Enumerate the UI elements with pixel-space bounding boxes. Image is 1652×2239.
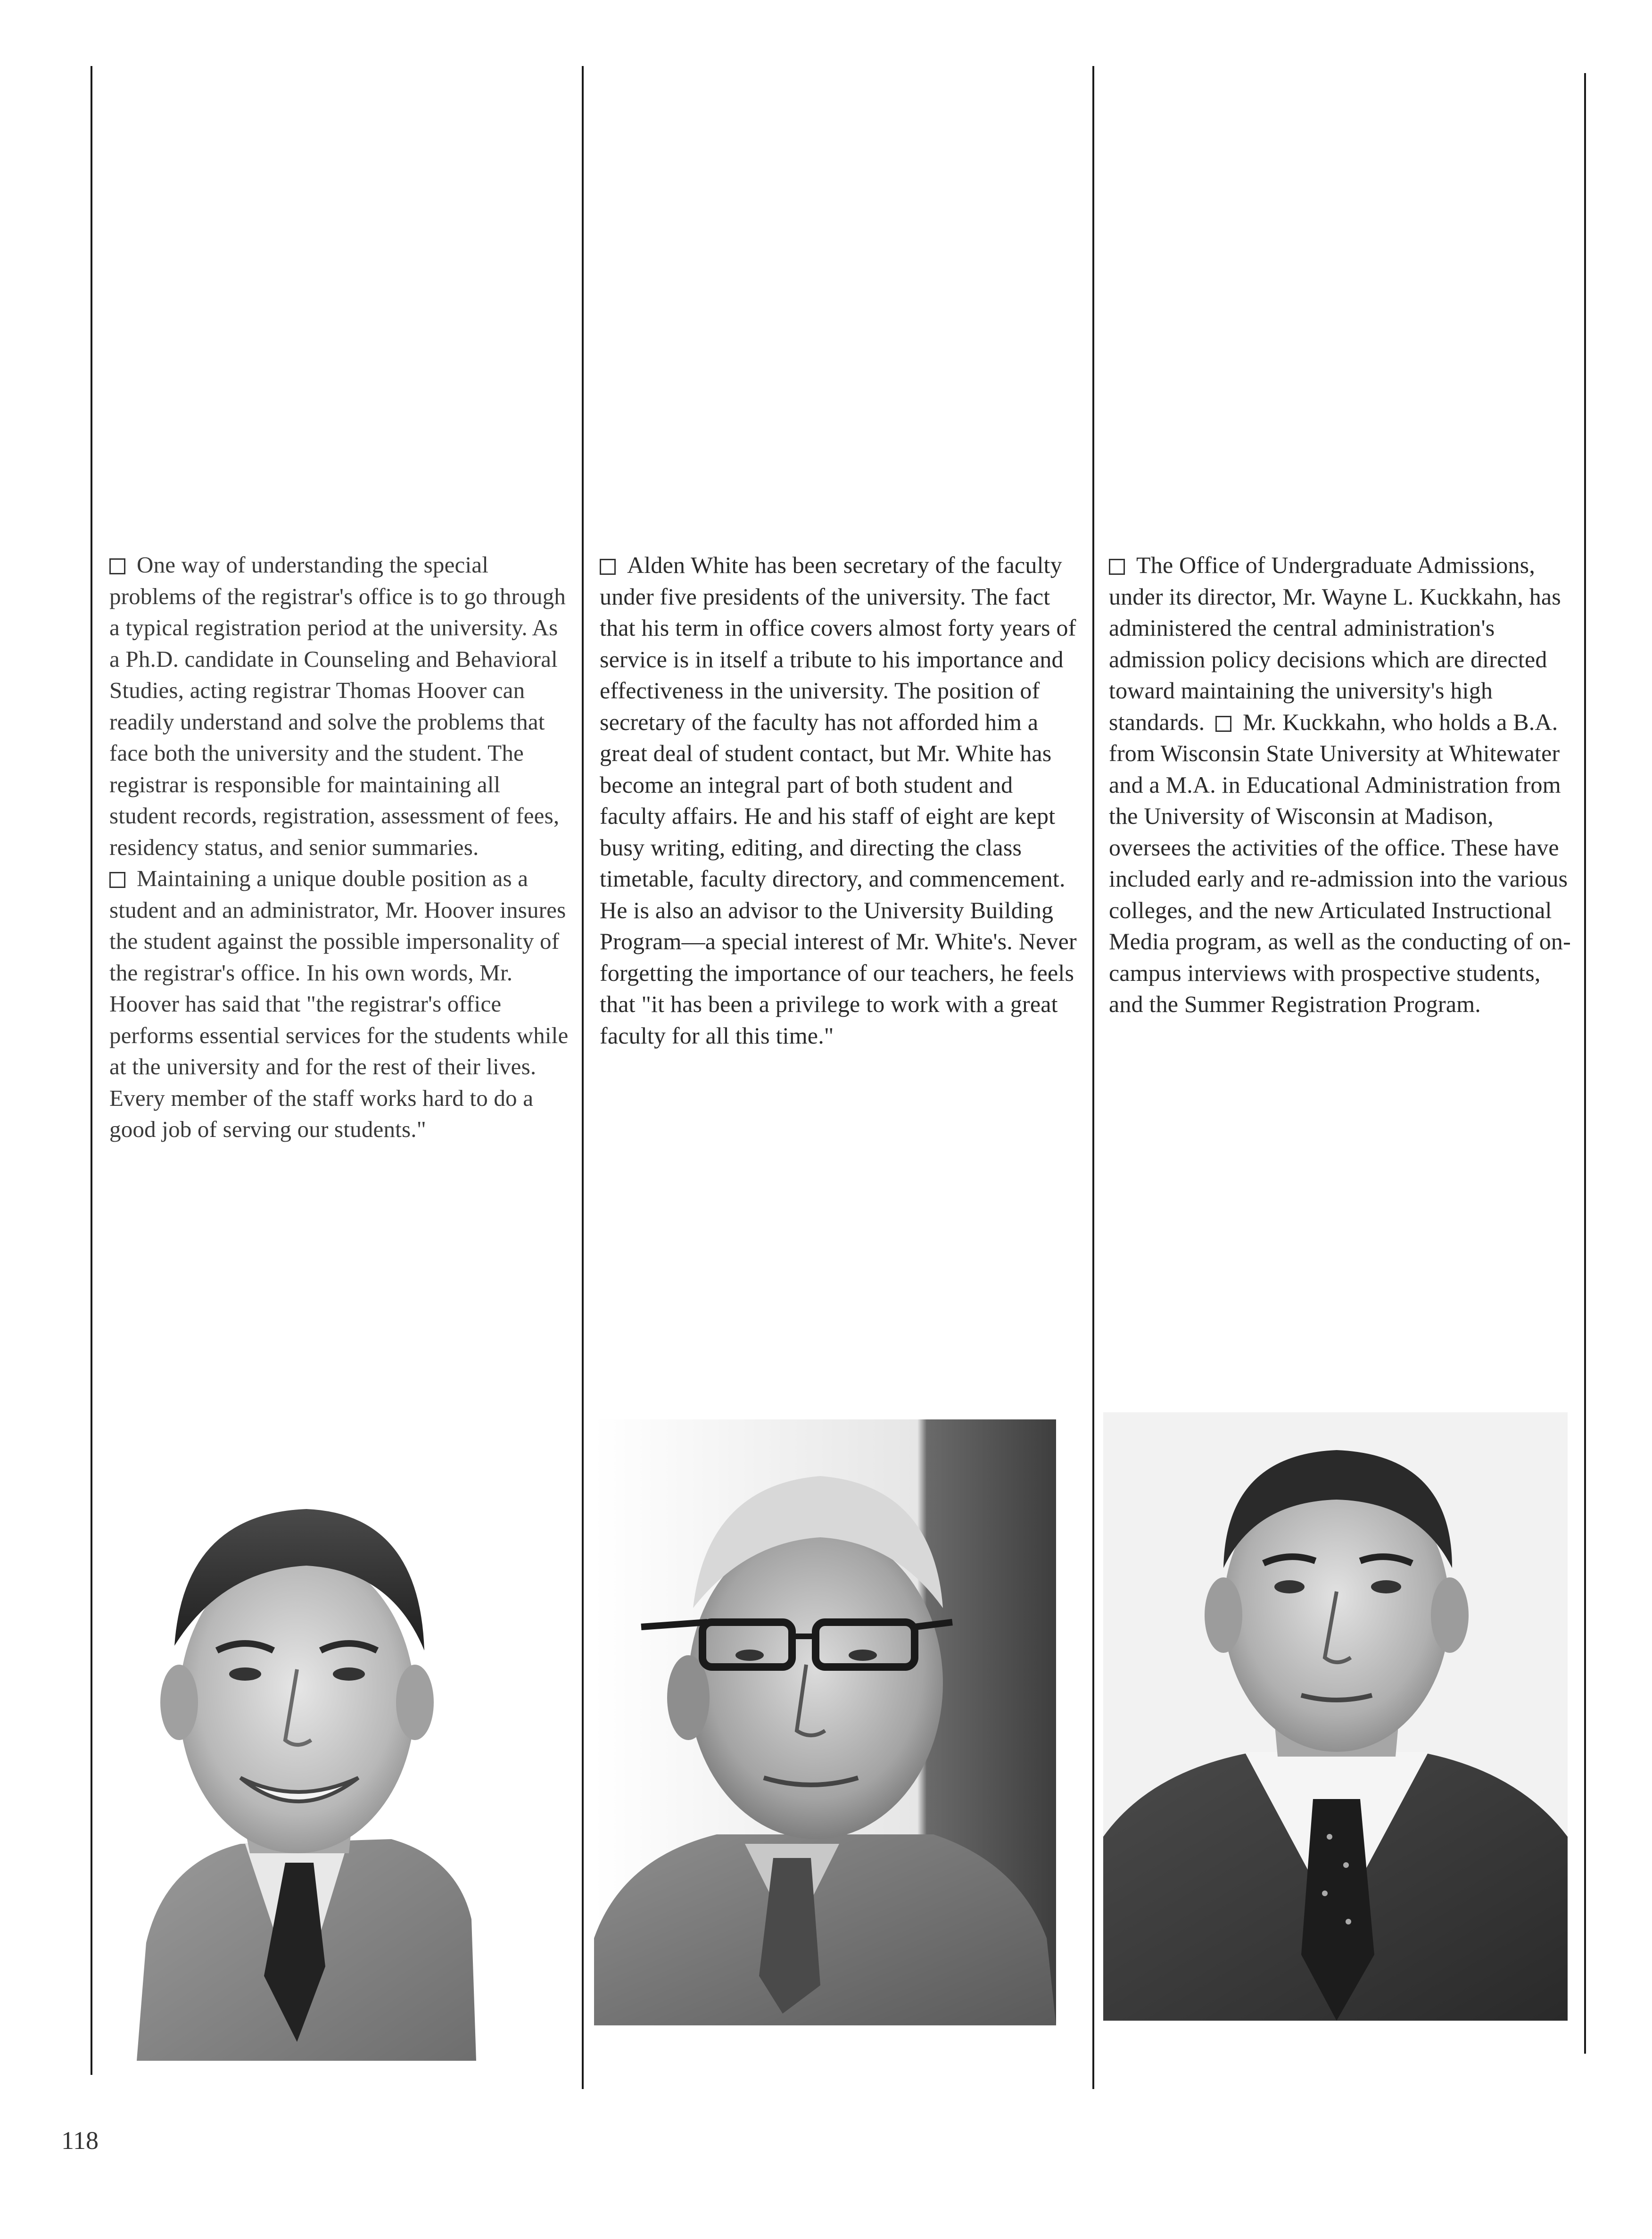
column-rule-3 [1092, 66, 1094, 2089]
column-2-paragraph-1: Alden White has been secretary of the faculty under five presidents of the university. The fact that his term in office covers almost forty years of service is in itself a tribute to his importance and effectiveness in the university. The position of secretary of the faculty has not afforded him a great deal of student contact, but Mr. White has become an integral part of both student and faculty affairs. He and his staff of eight are kept busy writing, editing, and directing the class timetable, faculty directory, and commencement. He is also an advisor to the University Building Program—a special interest of Mr. White's. Never forgetting the importance of our teachers, he feels that "it has been a privilege to work with a great faculty for all this time." [600, 552, 1077, 1049]
photo-alden-white [594, 1419, 1056, 2025]
column-1-text [109, 549, 571, 1145]
column-1-paragraph-2: Maintaining a unique double position as a student and an administrator, Mr. Hoover insures the student against the possible impersonality of the registrar's office. In his own words, Mr. Hoover has said that "the registrar's office performs essential services for the students while at the university and for the rest of their lives. Every member of the staff works hard to do a good job of serving our students." [109, 865, 569, 1142]
photo-thomas-hoover [127, 1448, 476, 2061]
column-1-paragraph-1: One way of understanding the special problems of the registrar's office is to go through a typical registration period at the university. As a Ph.D. candidate in Counseling and Behavioral Studies, acting registrar Thomas Hoover can readily understand and solve the problems that face both the university and the student. The registrar is responsible for maintaining all student records, registration, assessment of fees, residency status, and senior summaries. [109, 552, 566, 860]
bullet-box-icon [1215, 716, 1231, 732]
bullet-box-icon [600, 559, 616, 575]
bullet-box-icon [109, 872, 125, 888]
portrait-2-drawing [594, 1419, 1056, 2025]
column-3-paragraph-2: Mr. Kuckkahn, who holds a B.A. from Wisconsin State University at Whitewater and a M.A. in Educational Administration from the University of Wisconsin at Madison, oversees the activities of the office. These have included early and re-admission into the various colleges, and the new Articulated Instructional Media program, as well as the conducting of on-campus interviews with prospective students, and the Summer Registration Program. [1109, 708, 1571, 1017]
column-2-text [600, 549, 1081, 1051]
bullet-box-icon [109, 558, 125, 574]
column-rule-4 [1584, 73, 1586, 2054]
portrait-3-drawing [1103, 1412, 1568, 2021]
portrait-1-drawing [127, 1448, 476, 2061]
column-rule-1 [91, 66, 92, 2075]
page-number: 118 [61, 2126, 99, 2155]
column-3-text [1109, 549, 1580, 1020]
column-3-paragraph-1: The Office of Undergraduate Admissions, under its director, Mr. Wayne L. Kuckkahn, has administered the central administration's admission policy decisions which are directed toward maintaining the university's high standards. [1109, 552, 1561, 735]
bullet-box-icon [1109, 559, 1125, 575]
photo-wayne-kuckkahn [1103, 1412, 1568, 2021]
column-rule-2 [582, 66, 584, 2089]
